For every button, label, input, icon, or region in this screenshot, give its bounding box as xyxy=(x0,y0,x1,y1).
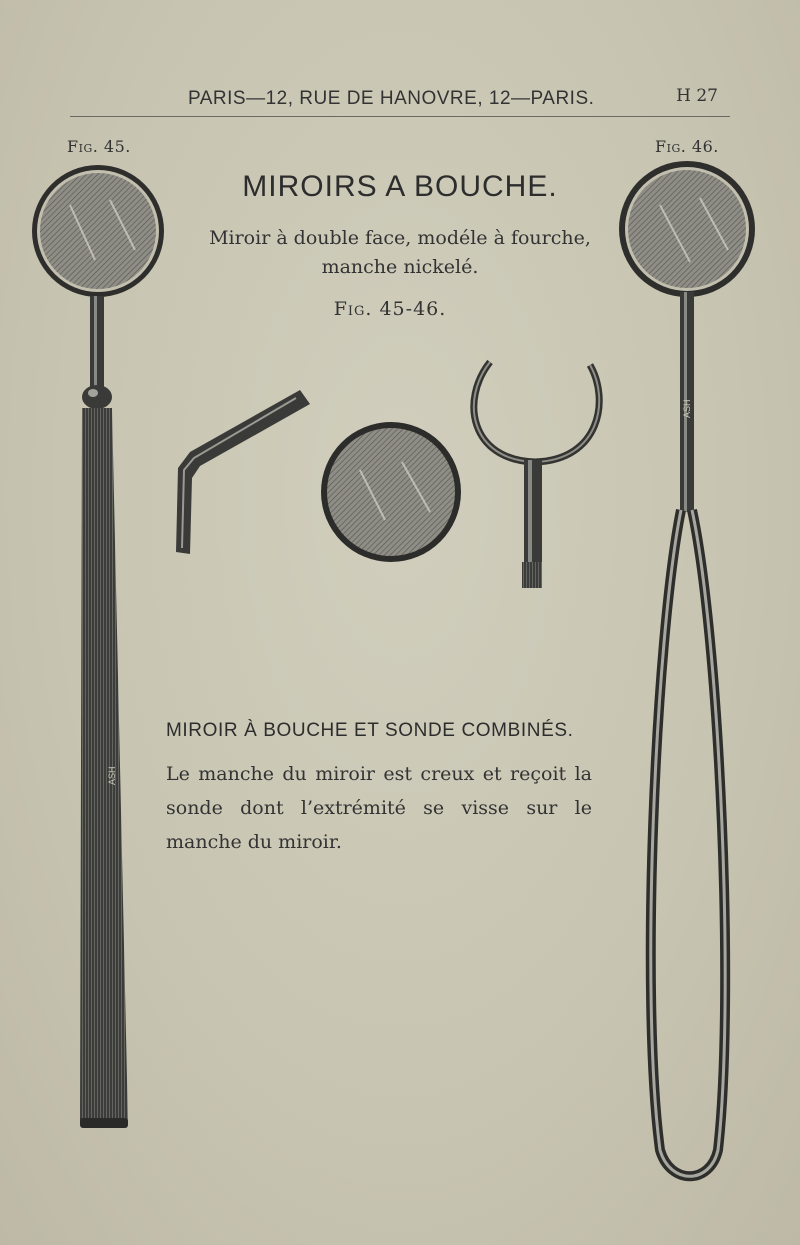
fig-45-mark: ASH xyxy=(107,766,117,785)
fig-46-mark: ASH xyxy=(682,399,692,418)
fig-45-mirror-illustration xyxy=(32,165,164,1128)
double-face-mirror-illustration xyxy=(321,422,461,562)
fig-45-label: Fig. 45. xyxy=(67,137,131,156)
page-subtitle: Miroir à double face, modéle à fourche, manche nickelé. xyxy=(209,227,591,278)
section-body: Le manche du miroir est creux et reçoit la sonde dont l’extrémité se visse sur le manche du miroir. xyxy=(166,763,592,853)
fig-46-mirror-probe-illustration xyxy=(619,161,755,1176)
page-number: H 27 xyxy=(676,86,718,106)
fig-range-label: Fig. 45-46. xyxy=(333,298,447,320)
header-title: PARIS—12, RUE DE HANOVRE, 12—PARIS. xyxy=(188,88,595,109)
fork-illustration xyxy=(474,362,599,588)
page-title: MIROIRS A BOUCHE. xyxy=(242,170,558,203)
bent-shank-illustration xyxy=(176,390,310,554)
section-title: MIROIR À BOUCHE ET SONDE COMBINÉS. xyxy=(166,720,574,741)
fig-46-label: Fig. 46. xyxy=(655,137,719,156)
